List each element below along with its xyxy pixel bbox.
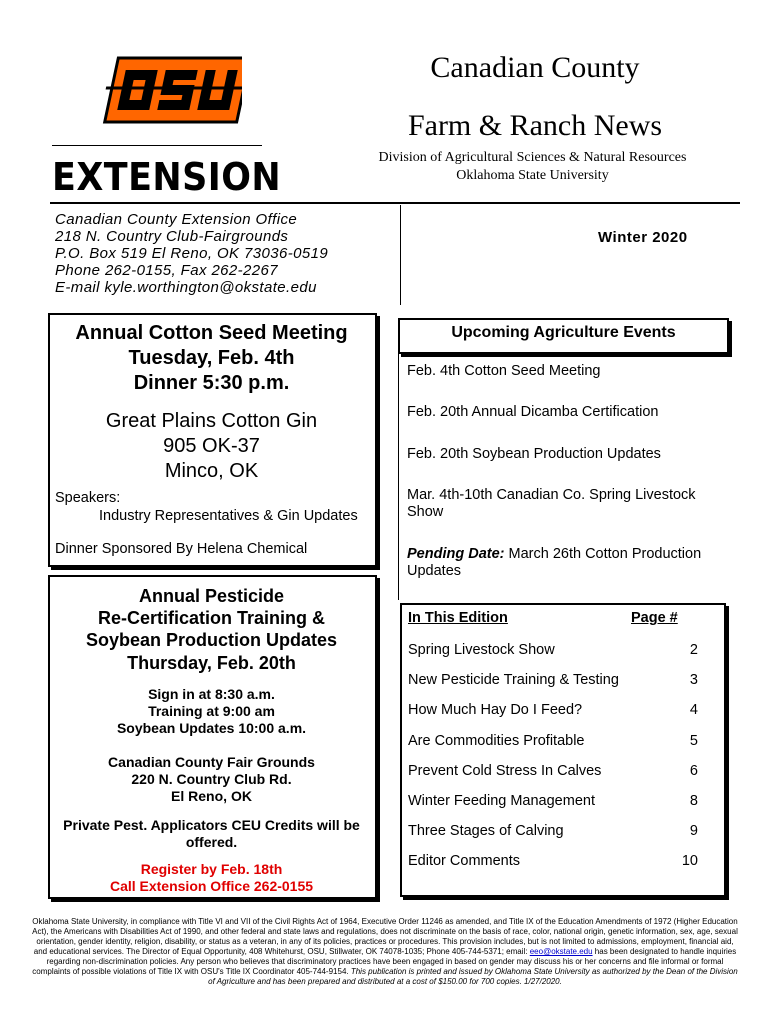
cotton-meeting-date: Tuesday, Feb. 4th <box>128 347 295 369</box>
logo-divider <box>52 145 262 146</box>
toc-page-header: Page # <box>631 610 678 626</box>
speakers-label: Speakers: <box>55 490 121 506</box>
pesticide-training-time: Training at 9:00 am <box>148 703 275 719</box>
cotton-meeting-title: Annual Cotton Seed Meeting <box>75 322 348 344</box>
pesticide-title-2: Re-Certification Training & <box>97 608 326 628</box>
toc-label: Prevent Cold Stress In Calves <box>408 763 602 779</box>
pesticide-city: El Reno, OK <box>171 788 252 804</box>
extension-wordmark: EXTENSION <box>52 155 282 199</box>
university-name: Oklahoma State University <box>456 168 609 183</box>
division-name: Division of Agricultural Sciences & Natural Resources <box>378 150 687 165</box>
pesticide-date: Thursday, Feb. 20th <box>127 653 296 673</box>
cotton-meeting-city: Minco, OK <box>164 460 259 482</box>
speakers-list: Industry Representatives & Gin Updates <box>99 508 358 524</box>
toc-title: In This Edition <box>408 610 508 626</box>
toc-page: 6 <box>689 763 698 779</box>
pending-label: Pending Date: <box>407 546 505 562</box>
register-phone: Call Extension Office 262-0155 <box>109 878 314 894</box>
register-deadline: Register by Feb. 18th <box>140 861 283 877</box>
toc-label: How Much Hay Do I Feed? <box>408 702 583 718</box>
pesticide-soybean-time: Soybean Updates 10:00 a.m. <box>116 720 307 736</box>
cotton-meeting-venue: Great Plains Cotton Gin <box>105 410 318 432</box>
toc-label: Spring Livestock Show <box>408 642 555 658</box>
pesticide-signin: Sign in at 8:30 a.m. <box>148 686 275 702</box>
footer-text: Oklahoma State University, in compliance with Title VI and VII of the Civil Rights Act of 1964, Executive Order 11246 as amended, and Title IX of the Education Amendments of 1972 (Higher Education Act), the Americans with Disabilities Act of 1990, and other federal and state laws and regulations, does not discriminate on the basis of race, color, national origin, genetic information, sex, age, sexual orientation, gender identity, religion, disability, or status as a veteran, in any of its policies, practices or procedures. This provision includes, but is not limited to admissions, employment, financial aid, and educational services. The Director of Equal Opportunity, 408 Whitehurst, OSU, Stillwater, OK 74078-1035; Phone 405-744-5371; email: <box>32 917 738 956</box>
office-contact-block <box>55 211 328 296</box>
footer-email-link[interactable]: eeo@okstate.edu <box>529 947 593 956</box>
event-item: Feb. 20th Soybean Production Updates <box>407 446 661 462</box>
office-po-box: P.O. Box 519 El Reno, OK 73036-0519 <box>55 245 329 262</box>
toc-page: 2 <box>689 642 698 658</box>
toc-label: Editor Comments <box>408 853 521 869</box>
toc-label: New Pesticide Training & Testing <box>408 672 619 688</box>
pending-text: March 26th Cotton Production Updates <box>407 546 702 579</box>
pesticide-street: 220 N. Country Club Rd. <box>131 771 292 787</box>
events-heading: Upcoming Agriculture Events <box>451 324 676 341</box>
ceu-credits-note: Private Pest. Applicators CEU Credits will be offered. <box>63 817 360 850</box>
issue-season: Winter 2020 <box>598 229 688 246</box>
event-pending <box>407 546 707 580</box>
dinner-sponsor: Dinner Sponsored By Helena Chemical <box>55 541 308 557</box>
pesticide-venue: Canadian County Fair Grounds <box>108 754 315 770</box>
toc-page: 9 <box>689 823 698 839</box>
pesticide-title-1: Annual Pesticide <box>138 586 285 606</box>
header-divider <box>50 202 740 204</box>
cotton-meeting-street: 905 OK-37 <box>163 435 260 457</box>
toc-page: 5 <box>689 733 698 749</box>
office-address: 218 N. Country Club-Fairgrounds <box>55 228 289 245</box>
toc-label: Are Commodities Profitable <box>408 733 585 749</box>
footer-text: has been designated to handle inquiries regarding non-discrimination policies. Any person who believes that discriminatory practices have been engaged in based on gender may discuss his or her concerns and file informal or formal complaints of possible violations of Title IX with OSU's Title IX Coordinator 405-744-9154. <box>32 947 737 976</box>
event-item: Feb. 4th Cotton Seed Meeting <box>407 363 601 379</box>
toc-label: Winter Feeding Management <box>408 793 595 809</box>
toc-page: 8 <box>689 793 698 809</box>
events-left-border <box>398 350 399 600</box>
toc-page: 4 <box>689 702 698 718</box>
event-item: Feb. 20th Annual Dicamba Certification <box>407 404 659 420</box>
toc-page: 3 <box>689 672 698 688</box>
event-item: Mar. 4th-10th Canadian Co. Spring Livestock Show <box>407 487 696 520</box>
office-email[interactable]: E-mail kyle.worthington@okstate.edu <box>55 279 317 296</box>
toc-page: 10 <box>681 853 698 869</box>
office-phone: Phone 262-0155, Fax 262-2267 <box>55 262 279 279</box>
pesticide-title-3: Soybean Production Updates <box>85 630 338 650</box>
column-divider <box>400 205 401 305</box>
newsletter-title: Canadian County <box>430 51 640 84</box>
newsletter-subtitle: Farm & Ranch News <box>407 109 663 142</box>
cotton-meeting-dinner: Dinner 5:30 p.m. <box>133 372 290 394</box>
toc-label: Three Stages of Calving <box>408 823 564 839</box>
nondiscrimination-footer <box>30 917 740 987</box>
office-name: Canadian County Extension Office <box>55 211 298 228</box>
footer-publication-note: This publication is printed and issued by Oklahoma State University as authorized by the Dean of the Division of Agriculture and has been prepared and distributed at a cost of $150.00 for 700 copies. 1/27/2020. <box>208 967 738 986</box>
osu-logo <box>92 50 242 130</box>
